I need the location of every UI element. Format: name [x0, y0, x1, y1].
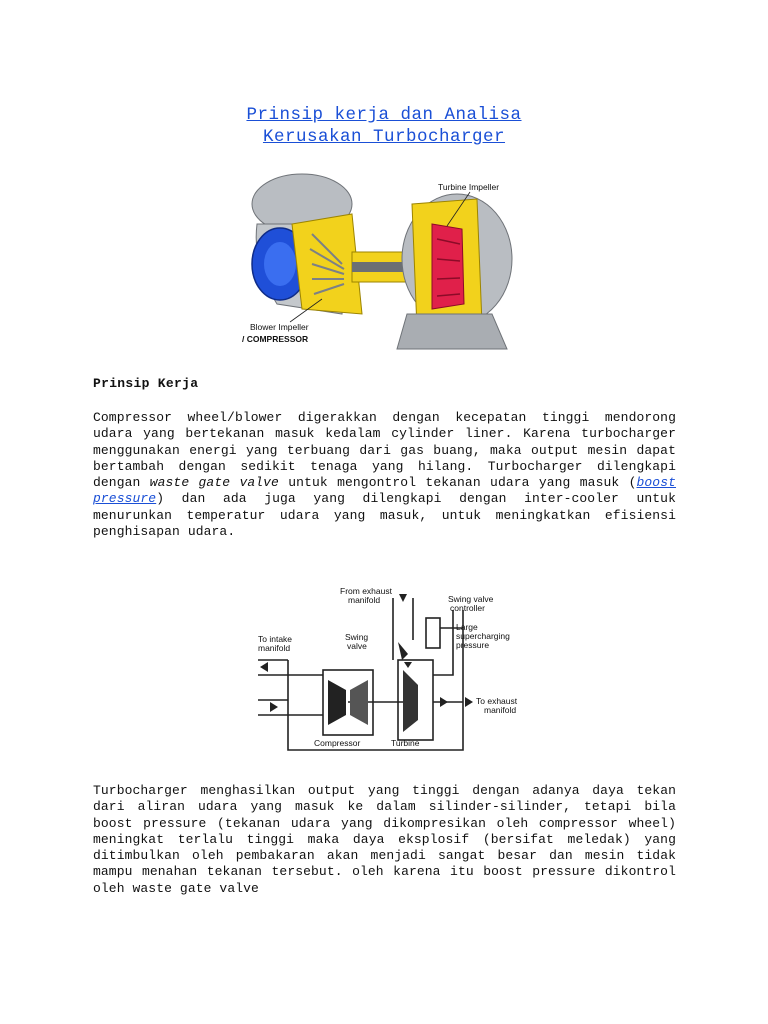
- blower-impeller-label: Blower Impeller: [250, 322, 309, 332]
- from-exhaust-manifold-label: manifold: [348, 595, 381, 605]
- paragraph-1-part-3: ) dan ada juga yang dilengkapi dengan inter-cooler untuk menurunkan temperatur udara yang masuk, untuk meningkatkan efisiensi penghisapan udara.: [93, 491, 676, 540]
- title-line-2[interactable]: Kerusakan Turbocharger: [262, 127, 506, 147]
- from-exhaust-label: From exhaust: [340, 586, 392, 596]
- to-intake-label: To intake: [258, 634, 293, 644]
- boost-pressure-link[interactable]: boost pressure: [93, 475, 677, 507]
- compressor-label: Compressor: [314, 738, 361, 748]
- paragraph-1-part-1: Compressor wheel/blower digerakkan dengan kecepatan tinggi mendorong udara yang bertekanan masuk kedalam cylinder liner. Karena turbocharger menggunakan energi yang terbuang dari gas buang, maka output mesin dapat bertambah dengan sedikit tenaga yang hilang. Turbocharger dilengkapi dengan: [93, 410, 676, 491]
- to-exhaust-manifold-label: manifold: [484, 705, 517, 715]
- paragraph-1-part-2: untuk mengontrol tekanan udara yang masuk (: [278, 475, 637, 491]
- paragraph-2: Turbocharger menghasilkan output yang tinggi dengan adanya daya tekan dari aliran udara yang masuk ke dalam silinder-silinder, tetapi bila boost pressure (tekanan udara yang dikompresikan oleh compressor wheel) meningkat terlalu tinggi maka daya eksplosif (bersifat meledak) yang ditimbulkan oleh pembakaran akan menjadi sangat besar dan mesin tidak mampu menahan tekanan tersebut. oleh karena itu boost pressure dikontrol oleh waste gate valve: [93, 783, 676, 896]
- title-line-1[interactable]: Prinsip kerja dan Analisa: [246, 105, 522, 125]
- swing-valve-controller-label-2: controller: [450, 603, 485, 613]
- to-intake-manifold-label: manifold: [258, 643, 291, 653]
- paragraph-1: [93, 410, 676, 540]
- large-pressure-label-3: pressure: [456, 640, 490, 650]
- large-pressure-label: Large: [456, 622, 478, 632]
- waste-gate-valve-term: waste gate valve: [149, 475, 279, 491]
- section-heading: Prinsip Kerja: [93, 376, 199, 391]
- turbine-impeller-label: Turbine Impeller: [438, 182, 500, 192]
- swing-valve-label: Swing: [345, 632, 369, 642]
- document-title[interactable]: [0, 104, 768, 148]
- swing-valve-controller-label: Swing valve: [448, 594, 494, 604]
- compressor-label: / COMPRESSOR: [242, 334, 309, 344]
- large-pressure-label-2: supercharging: [456, 631, 510, 641]
- swing-valve-label-2: valve: [347, 641, 367, 651]
- to-exhaust-label: To exhaust: [476, 696, 518, 706]
- swing-valve-schematic-figure: [248, 580, 538, 760]
- turbocharger-cutaway-figure: [232, 164, 522, 360]
- turbine-label: Turbine: [391, 738, 420, 748]
